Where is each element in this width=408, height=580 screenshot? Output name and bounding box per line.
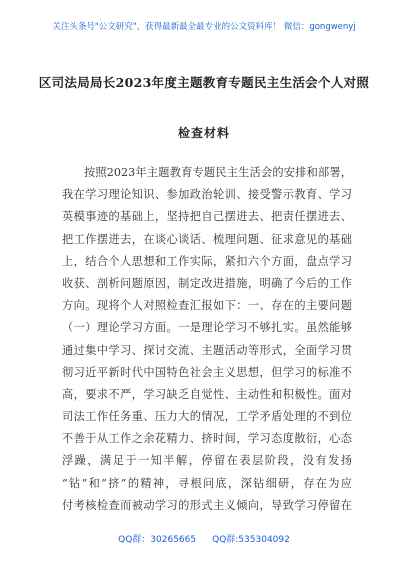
document-title: 区司法局局长2023年度主题教育专题民主生活会个人对照 [38,75,370,90]
body-line: （一）理论学习方面。一是理论学习不够扎实。虽然能够 [62,321,352,335]
footer-qq-group-2: QQ群:535304092 [212,535,290,545]
body-line: 我在学习理论知识、参加政治轮训、接受警示教育、学习 [62,188,352,202]
body-line: 按照2023年主题教育专题民主生活会的安排和部署， [84,166,352,179]
body-line: “钻”和“挤”的精神，寻根问底，深钻细研，存在为应 [62,476,352,490]
document-subtitle: 检查材料 [177,126,230,140]
body-line: 方向。现将个人对照检查汇报如下：一、存在的主要问题 [62,299,352,313]
footer-qq-group-1: QQ群：30265665 [118,535,197,545]
body-line: 上，结合个人思想和工作实际，紧扣六个方面，盘点学习 [62,254,352,268]
body-line: 英模事迹的基础上，坚持把自己摆进去、把责任摆进去、 [62,210,352,224]
body-line: 通过集中学习、探讨交流、主题活动等形式，全面学习贯 [62,343,352,357]
body-line: 收获、剖析问题原因，制定改进措施，明确了今后的工作 [62,276,352,290]
document-body [62,162,352,517]
body-line: 不善于从工作之余花精力、挤时间，学习态度散衍，心态 [62,432,352,446]
body-line: 高，要求不严，学习缺乏自觉性、主动性和积极性。面对 [62,387,352,401]
body-line: 司法工作任务重、压力大的情况，工学矛盾处理的不到位 [62,410,352,424]
body-line: 把工作摆进去，在谈心谈话、梳理问题、征求意见的基础 [62,232,352,246]
body-line: 彻习近平新时代中国特色社会主义思想，但学习的标准不 [62,365,352,379]
body-line: 浮躁，满足于一知半解，停留在表层阶段，没有发扬 [62,454,352,468]
header-note: 关注头条号"公文研究"，获得最新最全最专业的公文资料库！ 微信：gongwenyj [52,22,356,32]
footer [0,532,408,545]
body-line: 付考核检查而被动学习的形式主义倾向，导致学习停留在 [62,498,352,512]
